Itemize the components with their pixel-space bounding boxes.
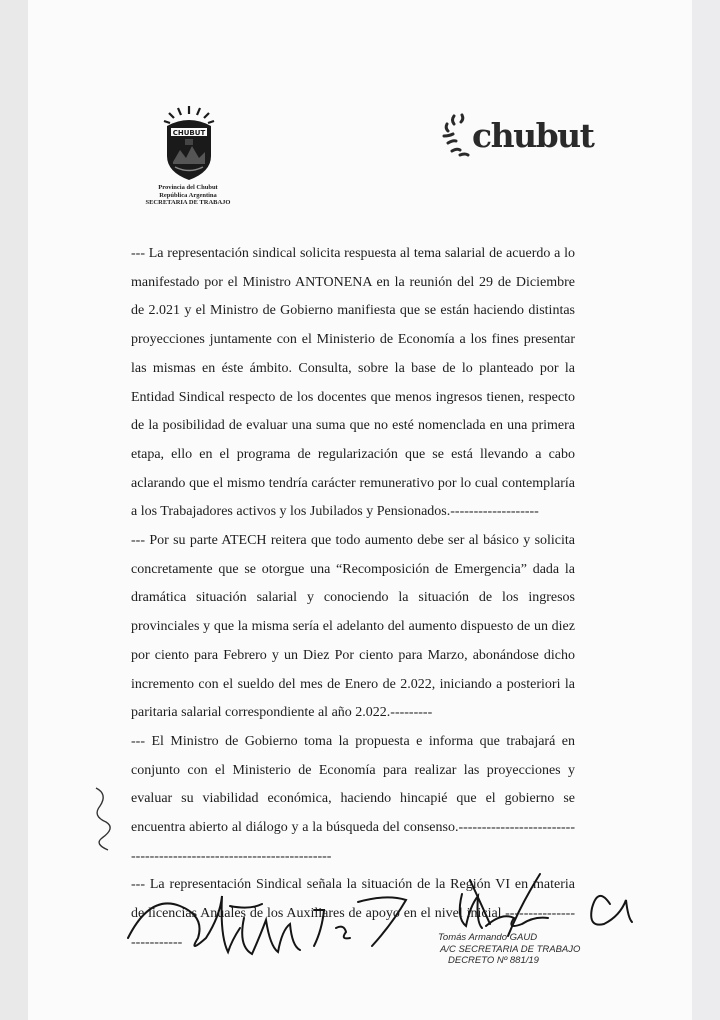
- issuing-office: [138, 184, 238, 207]
- crest-text: CHUBUT: [172, 129, 206, 137]
- org-line-secretariat: SECRETARIA DE TRABAJO: [145, 199, 231, 206]
- org-line-country: República Argentina: [159, 191, 217, 199]
- paragraph-minister-response: --- El Ministro de Gobierno toma la propuesta e informa que trabajará en conjunto con el Ministerio de Economía para realizar las proyecciones y evaluar su viabilidad económica, haciendo hincapié que el gobierno se encuentra abierto al diálogo y a la búsqueda del consenso.--------------------------------------------------------------------: [131, 733, 575, 864]
- provincial-crest-icon: [158, 104, 220, 182]
- margin-initial-mark: [88, 784, 124, 854]
- brand-swirl-icon: [440, 112, 474, 158]
- stamp-name: Tomás Armando GAUD: [438, 932, 538, 943]
- official-stamp: [438, 932, 598, 967]
- paragraph-atech-position: --- Por su parte ATECH reitera que todo aumento debe ser al básico y solicita concretamente que se otorgue una “Recomposición de Emergencia” dada la dramática situación salarial y conociendo la situación de los ingresos provinciales y que la misma sería el adelanto del aumento dispuesto de un diez por ciento para Febrero y un Diez Por ciento para Marzo, abonándose dicho incremento con el sueldo del mes de Enero de 2.022, iniciando a posteriori la paritaria salarial correspondiente al año 2.022.---------: [131, 533, 575, 721]
- scan-border: [692, 0, 720, 1020]
- minutes-body: [131, 240, 575, 958]
- chubut-brand-logo: [440, 112, 594, 162]
- brand-wordmark: chubut: [472, 116, 594, 155]
- paragraph-salary-request: --- La representación sindical solicita respuesta al tema salarial de acuerdo a lo manifestado por el Ministro ANTONENA en la reunión del 29 de Diciembre de 2.021 y el Ministro de Gobierno manifiesta que se están haciendo distintas proyecciones juntamente con el Ministerio de Economía a los fines presentar las mismas en éste ámbito. Consulta, sobre la base de lo planteado por la Entidad Sindical respecto de los docentes que menos ingresos tienen, respecto de la posibilidad de evaluar una suma que no esté nomenclada en una primera etapa, ello en el programa de regularización que se está llevando a cabo aclarando que el mismo tendría carácter remunerativo por lo cual contemplaría a los Trabajadores activos y los Jubilados y Pensionados.-------------------: [131, 246, 575, 520]
- stamp-decree: DECRETO Nº 881/19: [448, 955, 539, 966]
- stamp-title: A/C SECRETARIA DE TRABAJO: [440, 943, 581, 955]
- org-line-province: Provincia del Chubut: [158, 184, 218, 191]
- paragraph-region-vi: --- La representación Sindical señala la situación de la Región VI en materia de licencias Anuales de los Auxiliares de apoyo en el nivel inicial.--------------------------: [131, 877, 575, 950]
